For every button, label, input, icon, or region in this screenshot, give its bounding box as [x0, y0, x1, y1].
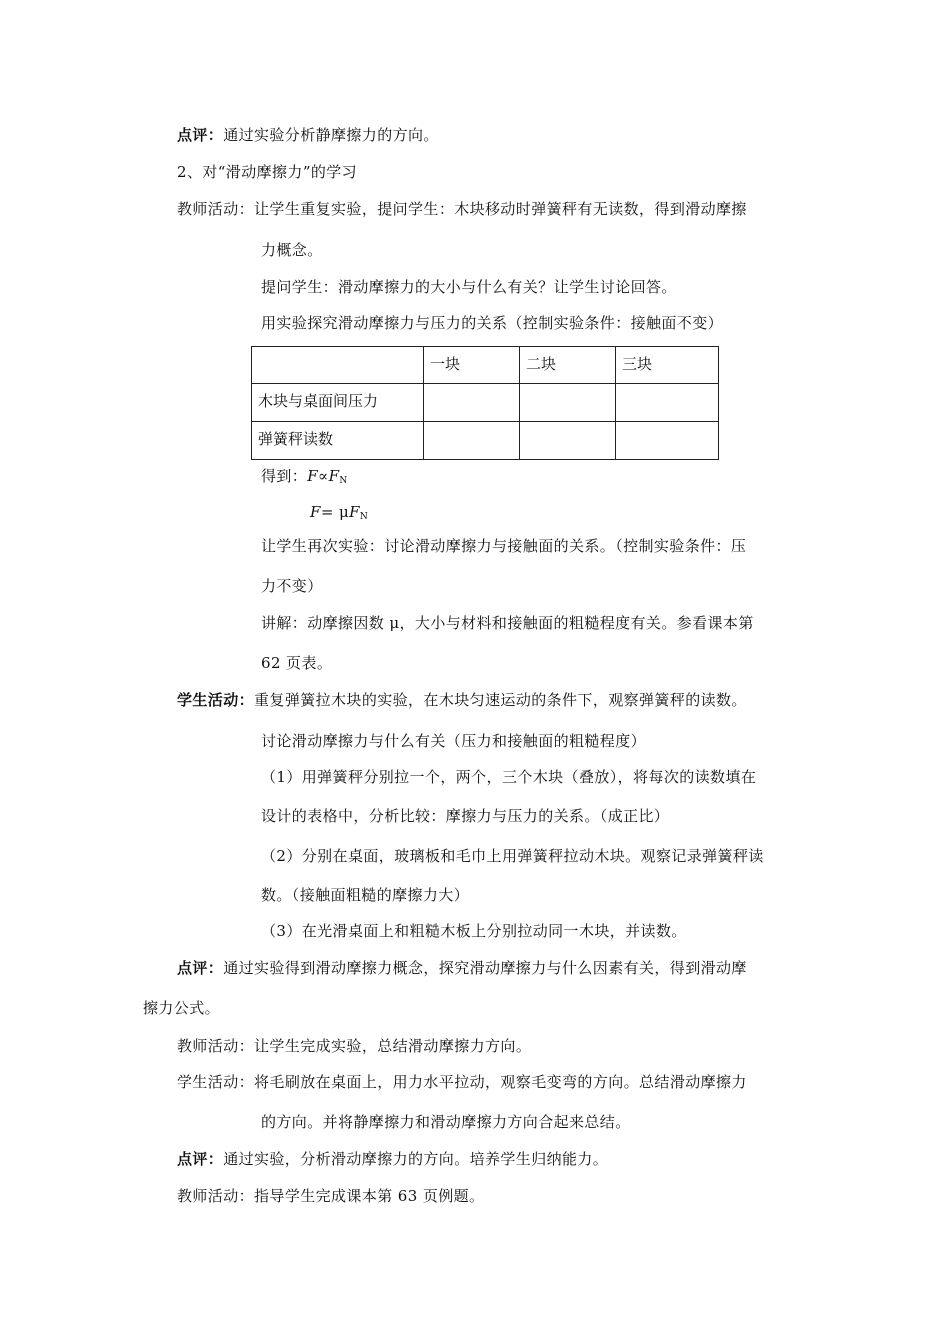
- student-activity-label: 学生活动：: [177, 1073, 255, 1091]
- formula-symbol: F: [328, 467, 340, 485]
- section-heading: 2、对“滑动摩擦力”的学习: [177, 163, 358, 181]
- text-line: （2）分别在桌面，玻璃板和毛巾上用弹簧秤拉动木块。观察记录弹簧秤读: [261, 847, 764, 865]
- teacher-activity-line: [177, 199, 747, 219]
- comment-text: 通过实验分析静摩擦力的方向。: [223, 126, 439, 144]
- table-cell: [424, 384, 520, 422]
- text-line: 设计的表格中，分析比较：摩擦力与压力的关系。（成正比）: [261, 807, 670, 825]
- student-activity-line: [177, 690, 747, 710]
- comment-label: 点评：: [177, 1150, 224, 1168]
- formula-proportional: [261, 466, 348, 491]
- table-cell: [616, 384, 719, 422]
- text-line: （1）用弹簧秤分别拉一个，两个，三个木块（叠放），将每次的读数填在: [261, 768, 757, 786]
- formula-symbol: F: [349, 503, 360, 521]
- text-line: 62 页表。: [261, 654, 333, 672]
- text-line: （3）在光滑桌面上和粗糙木板上分别拉动同一木块，并读数。: [261, 922, 687, 940]
- table-row: [252, 422, 719, 460]
- table-cell: [616, 422, 719, 460]
- comment-label: 点评：: [177, 126, 224, 144]
- table-header-cell: 二块: [520, 347, 616, 384]
- teacher-activity-line: [177, 1186, 484, 1206]
- text-line: 力不变）: [261, 577, 323, 595]
- table-row: [252, 384, 719, 422]
- teacher-activity-label: 教师活动：: [177, 1187, 255, 1205]
- table-header-cell: [252, 347, 424, 384]
- text-line: 的方向。并将静摩擦力和滑动摩擦力方向合起来总结。: [261, 1113, 631, 1131]
- table-cell: 弹簧秤读数: [252, 422, 424, 460]
- text-line: 数。（接触面粗糙的摩擦力大）: [261, 886, 470, 904]
- text-line: 讲解：动摩擦因数 μ，大小与材料和接触面的粗糙程度有关。参看课本第: [261, 614, 754, 632]
- text-line: 用实验探究滑动摩擦力与压力的关系（控制实验条件：接触面不变）: [261, 314, 724, 332]
- formula-subscript: N: [339, 476, 348, 486]
- table-cell: [424, 422, 520, 460]
- comment-line-2: [177, 958, 747, 978]
- student-activity-text: 重复弹簧拉木块的实验，在木块匀速运动的条件下，观察弹簧秤的读数。: [254, 691, 747, 709]
- student-activity-text: 将毛刷放在桌面上，用力水平拉动，观察毛变弯的方向。总结滑动摩擦力: [254, 1073, 747, 1091]
- comment-line-1: [177, 125, 439, 145]
- teacher-activity-label: 教师活动：: [177, 1037, 255, 1055]
- student-activity-line: [177, 1072, 747, 1092]
- teacher-activity-text: 让学生重复实验，提问学生：木块移动时弹簧秤有无读数，得到滑动摩擦: [254, 200, 747, 218]
- formula-symbol: F: [310, 503, 321, 521]
- table-header-cell: 三块: [616, 347, 719, 384]
- formula-subscript: N: [359, 512, 369, 522]
- text-line: 讨论滑动摩擦力与什么有关（压力和接触面的粗糙程度）: [261, 732, 647, 750]
- formula-prefix: 得到：: [261, 467, 308, 485]
- formula-symbol: F: [307, 467, 319, 485]
- comment-text: 通过实验，分析滑动摩擦力的方向。培养学生归纳能力。: [223, 1150, 609, 1168]
- table-header-row: [252, 347, 719, 384]
- formula-equation: [310, 502, 368, 527]
- formula-operator: = μ: [320, 503, 350, 521]
- text-line: 擦力公式。: [143, 999, 221, 1017]
- text-line: 力概念。: [261, 241, 323, 259]
- experiment-table: [251, 346, 719, 460]
- teacher-activity-label: 教师活动：: [177, 200, 255, 218]
- student-activity-label: 学生活动：: [177, 691, 255, 709]
- teacher-activity-text: 让学生完成实验，总结滑动摩擦力方向。: [254, 1037, 532, 1055]
- table-header-cell: 一块: [424, 347, 520, 384]
- comment-line-3: [177, 1149, 608, 1169]
- table-cell: [520, 422, 616, 460]
- teacher-activity-line: [177, 1036, 531, 1056]
- teacher-activity-text: 指导学生完成课本第 63 页例题。: [254, 1187, 485, 1205]
- table-cell: 木块与桌面间压力: [252, 384, 424, 422]
- comment-text: 通过实验得到滑动摩擦力概念，探究滑动摩擦力与什么因素有关，得到滑动摩: [223, 959, 747, 977]
- text-line: 让学生再次实验：讨论滑动摩擦力与接触面的关系。（控制实验条件：压: [261, 537, 747, 555]
- comment-label: 点评：: [177, 959, 224, 977]
- formula-operator: ∝: [318, 467, 329, 485]
- table-cell: [520, 384, 616, 422]
- text-line: 提问学生：滑动摩擦力的大小与什么有关？让学生讨论回答。: [261, 278, 677, 296]
